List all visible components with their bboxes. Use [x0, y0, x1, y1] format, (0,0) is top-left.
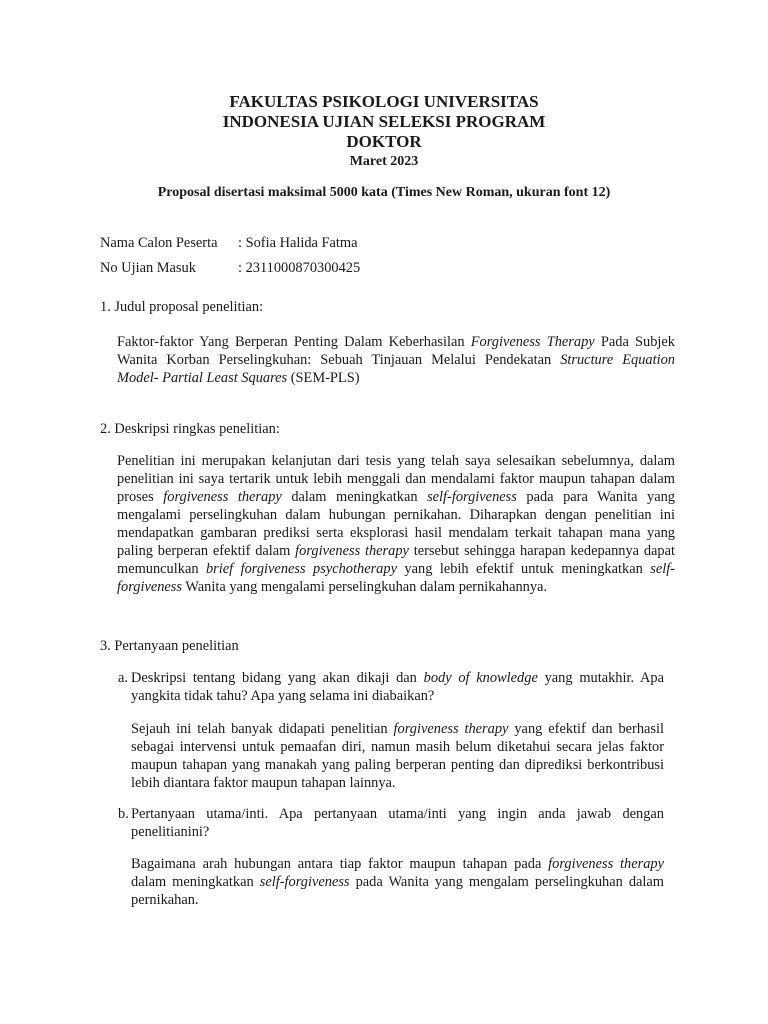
participant-exam-row [100, 259, 360, 277]
s2-text-5: yang lebih efektif untuk meningkatkan [396, 561, 651, 577]
s3a-ans-italic: forgiveness therapy [393, 721, 509, 737]
s3b-ans-italic-2: self-forgiveness [259, 874, 350, 890]
header-line-1: FAKULTAS PSIKOLOGI UNIVERSITAS [229, 92, 539, 111]
participant-exam-value: : 2311000870300425 [238, 260, 361, 276]
section-3b-marker: b. [118, 806, 129, 822]
header-line-2: INDONESIA UJIAN SELEKSI PROGRAM [222, 112, 546, 131]
s2-text-3: pada para Wanita yang mengalami perselingkuhan dalam hubungan pernikahan. Diharapkan dengan penelitian ini mendapatkan gambaran prediksi serta eksplorasi hasil mendalam terkait tahapan mana yang paling berperan efektif dalam [117, 489, 675, 559]
s1-italic-1: Forgiveness Therapy [470, 334, 595, 350]
participant-name-value: : Sofia Halida Fatma [238, 235, 358, 251]
s2-text-4: tersebut sehingga harapan kedepannya dapat memunculkan [117, 543, 676, 577]
header-date: Maret 2023 [349, 154, 419, 169]
s3a-q-text-2: yang mutakhir. Apa yangkita tidak tahu? Apa yang selama ini diabaikan? [131, 670, 665, 704]
section-3a-marker: a. [118, 670, 128, 686]
s3b-ans-text-3: pada Wanita yang mengalam perselingkuhan dalam pernikahan. [131, 874, 664, 908]
participant-name-row [100, 234, 358, 252]
section-3-heading: 3. Pertanyaan penelitian [100, 638, 239, 654]
s2-italic-3: forgiveness therapy [295, 543, 409, 559]
document-header [0, 92, 768, 171]
section-3b-question [118, 805, 664, 841]
s3b-q-text: Pertanyaan utama/inti. Apa pertanyaan utama/inti yang ingin anda jawab dengan penelitianini? [131, 806, 664, 840]
s2-text-6: Wanita yang mengalami perselingkuhan dalam pernikahannya. [182, 579, 548, 595]
section-1-title-paragraph [117, 333, 675, 387]
s2-italic-1: forgiveness therapy [163, 489, 282, 505]
participant-exam-label: No Ujian Masuk [100, 260, 196, 276]
header-line-3: DOKTOR [346, 132, 422, 151]
proposal-note: Proposal disertasi maksimal 5000 kata (Times New Roman, ukuran font 12) [157, 185, 611, 200]
s2-italic-2: self-forgiveness [427, 489, 517, 505]
s2-italic-5: self-forgiveness [117, 561, 675, 595]
s3b-ans-text-1: Bagaimana arah hubungan antara tiap faktor maupun tahapan pada [131, 856, 549, 872]
s1-italic-2: Structure Equation Model- Partial Least Squares [117, 352, 675, 386]
s3a-ans-text-1: Sejauh ini telah banyak didapati penelitian [131, 721, 394, 737]
s3b-ans-text-2: dalam meningkatkan [131, 874, 260, 890]
section-3a-answer [131, 720, 664, 792]
s3a-q-text-1: Deskripsi tentang bidang yang akan dikaji dan [131, 670, 424, 686]
s2-italic-4: brief forgiveness psychotherapy [205, 561, 397, 577]
s3a-ans-text-2: yang efektif dan berhasil sebagai intervensi untuk pemaafan diri, namun masih belum diketahui secara jelas faktor maupun tahapan yang manakah yang paling berperan penting dan diprediksi berkontribusi lebih diantara faktor maupun tahapan lainnya. [131, 721, 664, 791]
section-2-heading: 2. Deskripsi ringkas penelitian: [100, 421, 280, 437]
s1-text-3: (SEM-PLS) [287, 370, 360, 386]
section-3a-question [118, 669, 664, 705]
s2-text-2: dalam meningkatkan [281, 489, 428, 505]
participant-name-label: Nama Calon Peserta [100, 235, 218, 251]
section-2-paragraph [117, 452, 675, 596]
s1-text-1: Faktor-faktor Yang Berperan Penting Dalam Keberhasilan [117, 334, 471, 350]
section-3b-answer [131, 855, 664, 909]
s1-text-2: Pada Subjek Wanita Korban Perselingkuhan: Sebuah Tinjauan Melalui Pendekatan [117, 334, 675, 368]
s2-text-1: Penelitian ini merupakan kelanjutan dari tesis yang telah saya selesaikan sebelumnya, dalam penelitian ini saya tertarik untuk lebih menggali dan mendalami faktor maupun tahapan dalam proses [117, 453, 675, 505]
s3b-ans-italic-1: forgiveness therapy [548, 856, 664, 872]
s3a-q-italic: body of knowledge [423, 670, 538, 686]
section-1-heading: 1. Judul proposal penelitian: [100, 299, 264, 315]
